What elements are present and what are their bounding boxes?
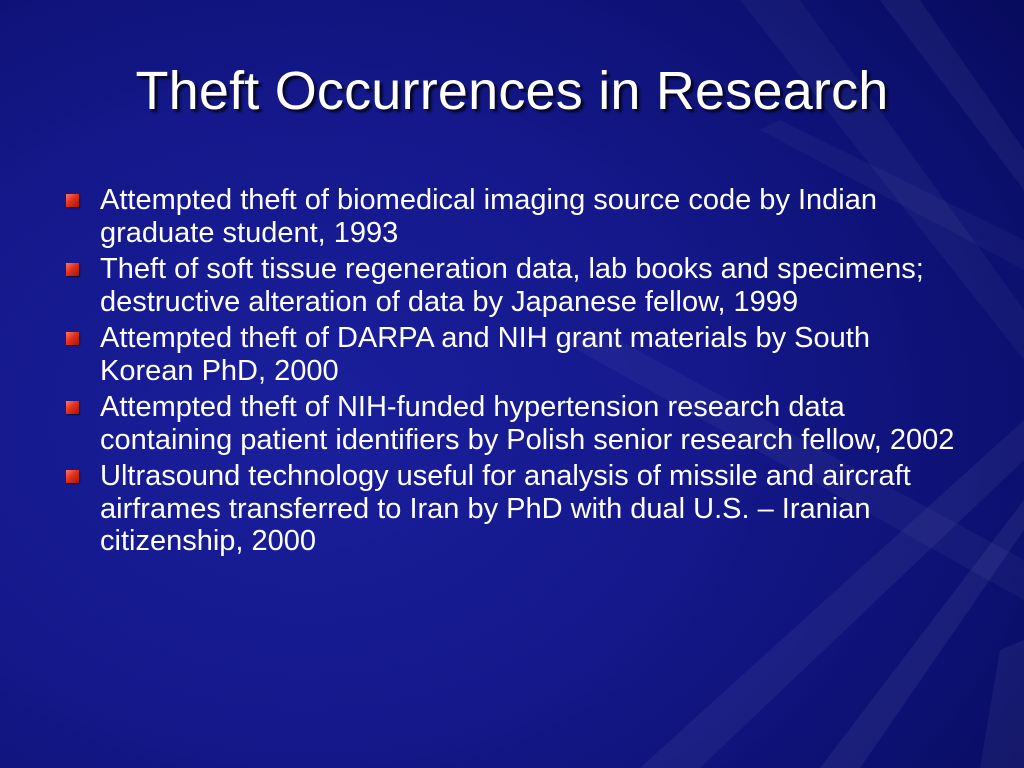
bullet-text: Theft of soft tissue regeneration data, lab books and specimens; destructive alteration of data by Japanese fellow, 1999	[100, 253, 924, 318]
bullet-text: Attempted theft of DARPA and NIH grant materials by South Korean PhD, 2000	[100, 322, 870, 387]
bullet-item	[66, 184, 966, 249]
square-bullet-icon	[66, 194, 79, 207]
bullet-list	[66, 184, 966, 562]
square-bullet-icon	[66, 401, 79, 414]
bullet-text: Attempted theft of NIH-funded hypertension research data containing patient identifiers by Polish senior research fellow, 2002	[100, 391, 955, 456]
bullet-item	[66, 322, 966, 387]
bullet-item	[66, 253, 966, 318]
bullet-item	[66, 460, 966, 558]
bullet-text: Ultrasound technology useful for analysis of missile and aircraft airframes transferred to Iran by PhD with dual U.S. – Iranian citizenship, 2000	[100, 460, 911, 557]
bullet-item	[66, 391, 966, 456]
square-bullet-icon	[66, 263, 79, 276]
slide-title: Theft Occurrences in Research	[135, 61, 889, 121]
square-bullet-icon	[66, 470, 79, 483]
square-bullet-icon	[66, 332, 79, 345]
bullet-text: Attempted theft of biomedical imaging source code by Indian graduate student, 1993	[100, 184, 878, 249]
